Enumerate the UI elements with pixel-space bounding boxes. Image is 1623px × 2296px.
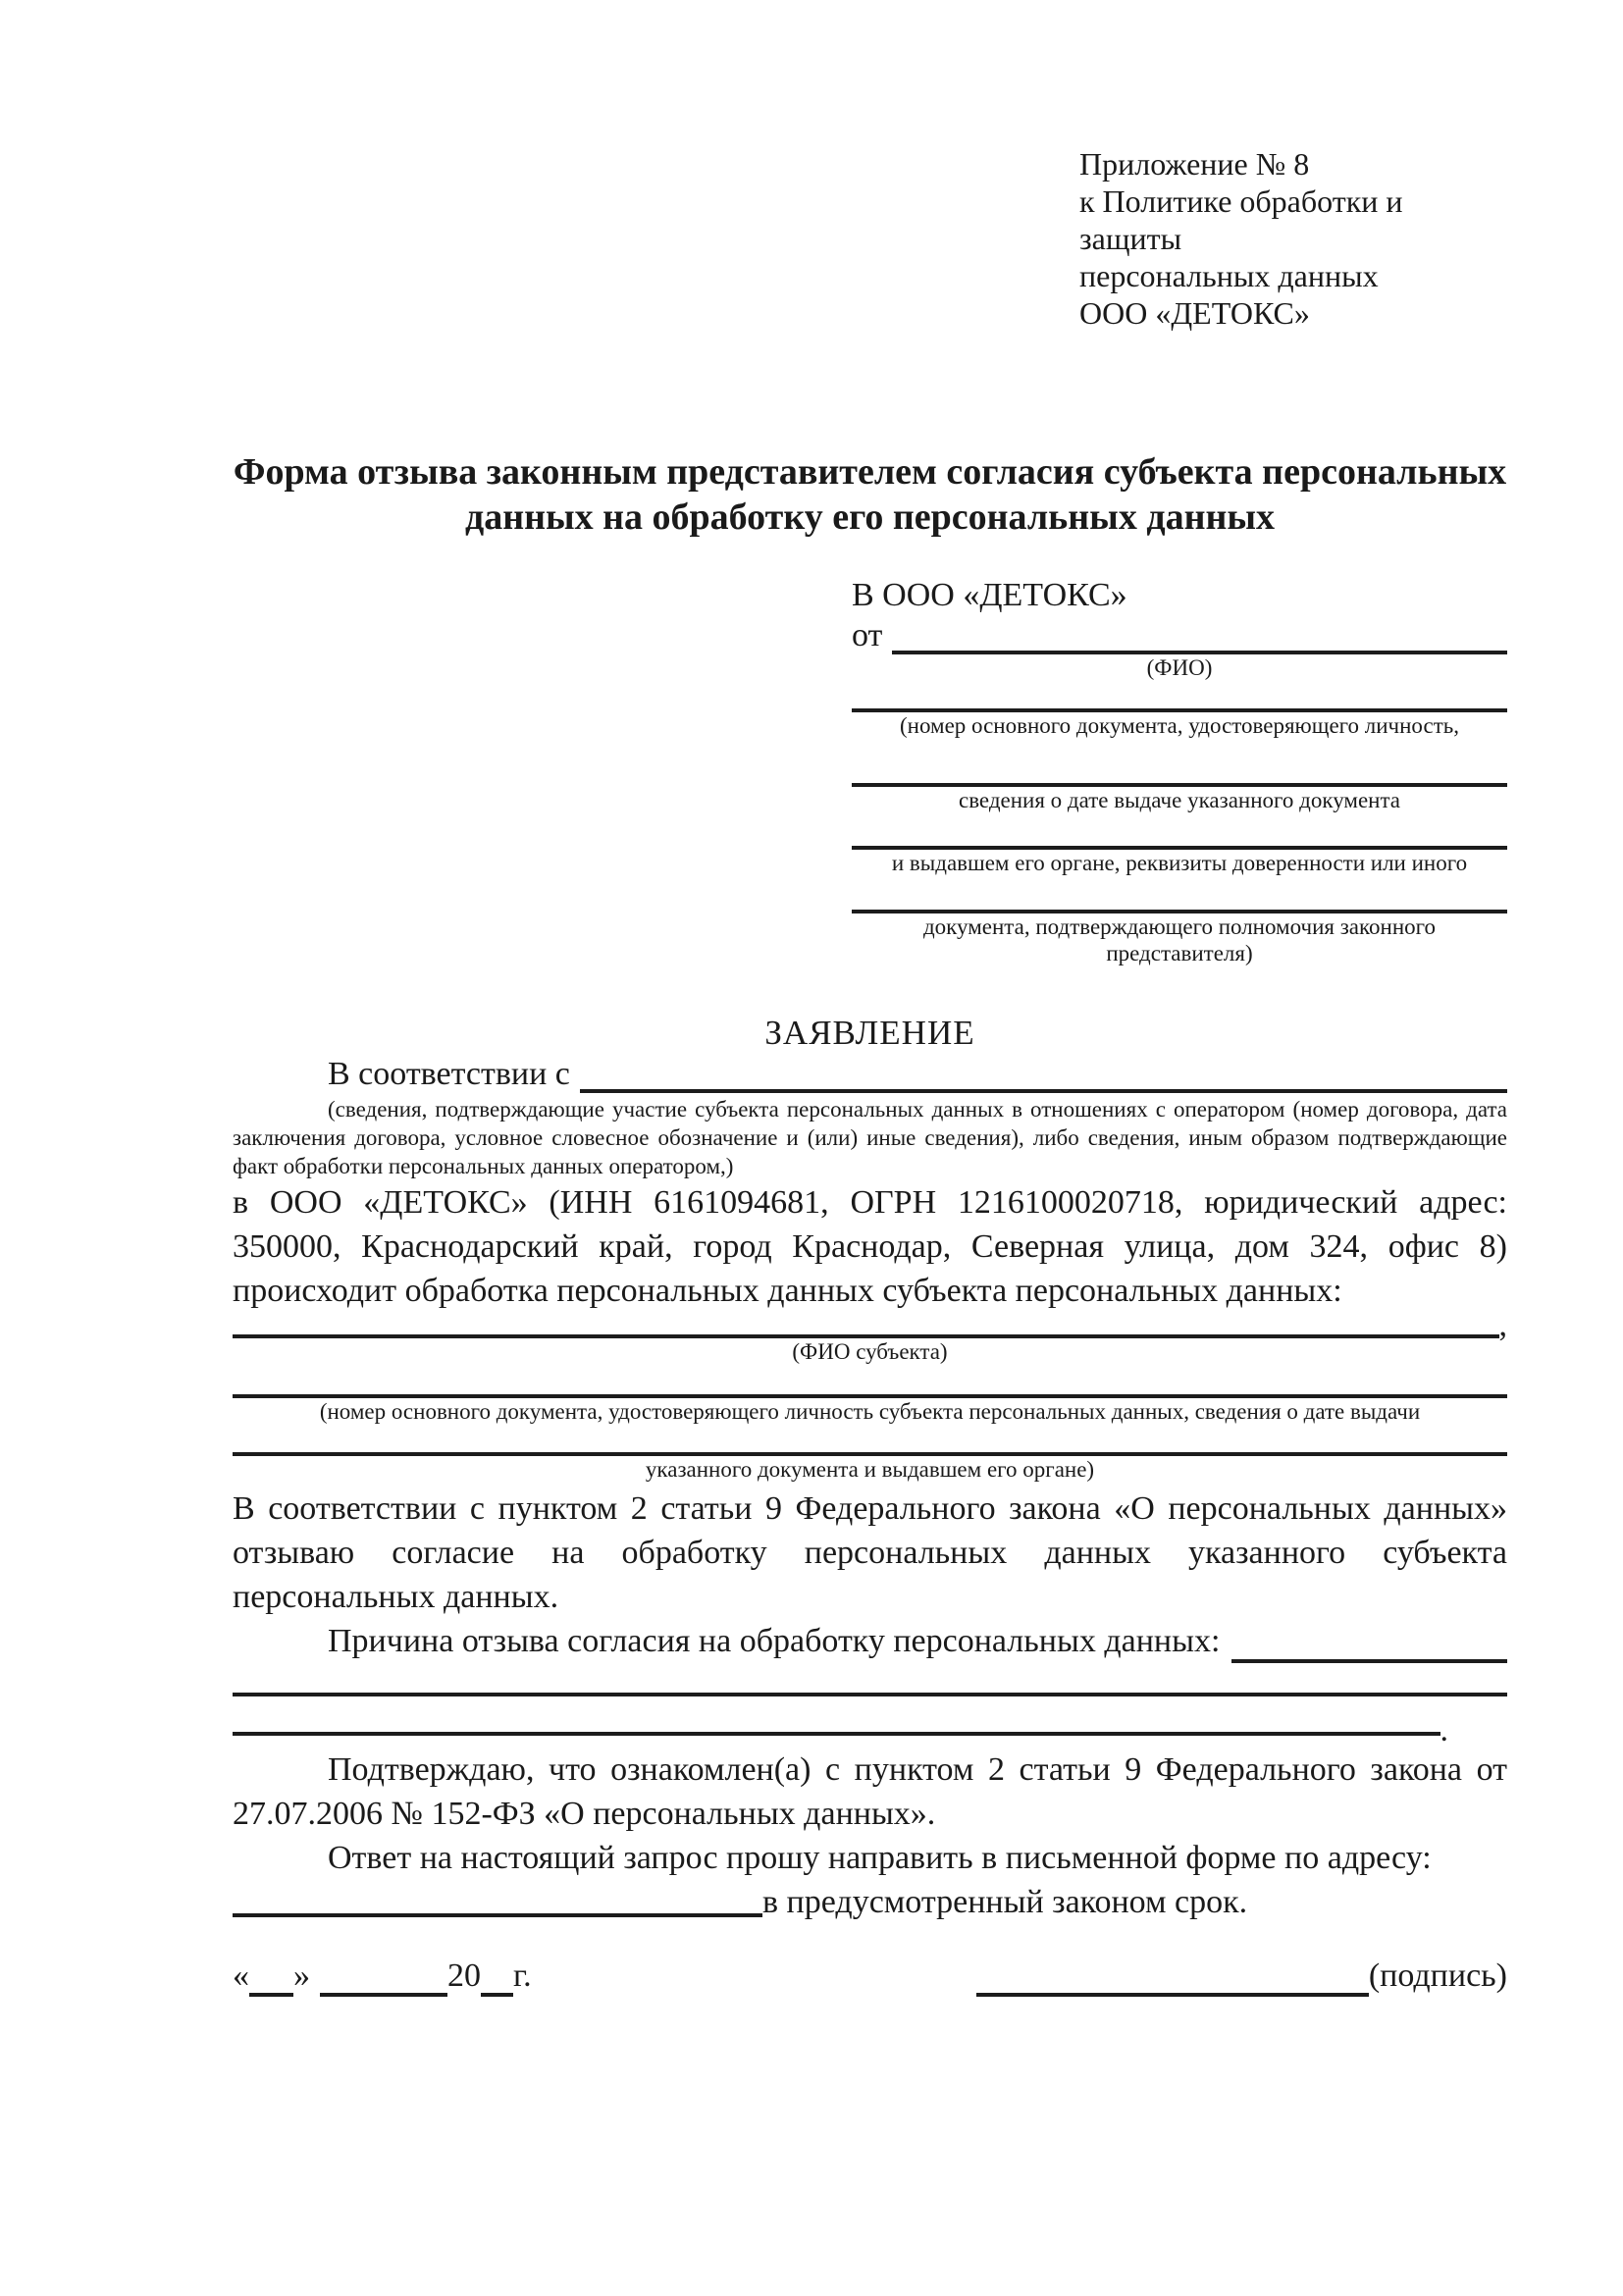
appendix-note — [1079, 145, 1507, 332]
confirmation-paragraph: Подтверждаю, что ознакомлен(а) с пунктом 2 статьи 9 Федерального закона от 27.07.2006 № 152-ФЗ «О персональных данных». — [233, 1751, 1507, 1832]
authority-fill-line[interactable] — [852, 876, 1507, 913]
withdrawal-paragraph: В соответствии с пунктом 2 статьи 9 Федерального закона «О персональных данных» отзываю согласие на обработку персональных данных указанного субъекта персональных данных. — [233, 1490, 1507, 1615]
statement-heading: ЗАЯВЛЕНИЕ — [764, 1014, 975, 1052]
date-year-fill-line[interactable] — [481, 1959, 513, 1997]
doc-number-fill-line[interactable] — [852, 681, 1507, 712]
doc-number-caption: (номер основного документа, удостоверяющего личность, — [899, 713, 1459, 738]
subject-doc-fill-line[interactable] — [233, 1365, 1507, 1398]
basis-fill-line[interactable] — [580, 1089, 1507, 1093]
reason-lead: Причина отзыва согласия на обработку персональных данных: — [328, 1623, 1221, 1659]
date-day-fill-line[interactable] — [249, 1959, 293, 1997]
response-address-row — [233, 1880, 1507, 1924]
subject-fio-row — [233, 1307, 1507, 1343]
fio-caption: (ФИО) — [1146, 655, 1213, 680]
subject-issuer-caption: указанного документа и выдавшем его органе) — [645, 1457, 1095, 1482]
from-row — [852, 617, 1507, 654]
subject-doc-caption: (номер основного документа, удостоверяющего личность субъекта персональных данных, сведения о дате выдачи — [319, 1399, 1421, 1424]
appendix-line: персональных данных — [1079, 258, 1379, 293]
response-tail: в предусмотренный законом срок. — [762, 1884, 1248, 1920]
trailing-comma: , — [1498, 1307, 1507, 1343]
date-year-suffix: г. — [513, 1957, 532, 1994]
subject-fio-caption: (ФИО субъекта) — [792, 1339, 948, 1364]
date-month-fill-line[interactable] — [320, 1959, 447, 1997]
basis-note: (сведения, подтверждающие участие субъекта персональных данных в отношениях с оператором (номер договора, дата заключения договора, условное словесное обозначение и (или) иные сведения), либо сведения, иным образом подтверждающие факт обработки персональных данных оператором,) — [233, 1097, 1507, 1178]
reason-fill-line-2[interactable] — [233, 1693, 1507, 1696]
operator-paragraph: в ООО «ДЕТОКС» (ИНН 6161094681, ОГРН 1216100020718, юридический адрес: 350000, Краснодарский край, город Краснодар, Северная улица, дом 324, офис 8) происходит обработка персональных данных субъекта персональных данных: — [233, 1184, 1507, 1309]
date-field — [233, 1956, 532, 1997]
date-signature-row — [233, 1956, 1507, 1997]
page-title: Форма отзыва законным представителем согласия субъекта персональных данных на обработку его персональных данных — [233, 451, 1507, 538]
addressee-block — [852, 573, 1507, 966]
reason-fill-line-3 — [233, 1712, 1448, 1748]
appendix-line: Приложение № 8 — [1079, 146, 1310, 182]
signature-fill-line[interactable] — [976, 1959, 1369, 1997]
address-fill-line[interactable] — [233, 1880, 762, 1917]
basis-row — [233, 1055, 1507, 1093]
issuer-fill-line[interactable] — [852, 813, 1507, 850]
reason-fill-line[interactable] — [1231, 1659, 1507, 1663]
issuer-caption: и выдавшем его органе, реквизиты доверенности или иного — [891, 851, 1468, 875]
appendix-line: ООО «ДЕТОКС» — [1079, 295, 1310, 331]
issue-date-caption: сведения о дате выдаче указанного документа — [958, 788, 1401, 812]
authority-caption: документа, подтверждающего полномочия законного представителя) — [922, 914, 1436, 965]
response-paragraph: Ответ на настоящий запрос прошу направить в письменной форме по адресу: — [328, 1840, 1432, 1876]
signature-field — [976, 1956, 1507, 1997]
basis-lead: В соответствии с — [328, 1056, 570, 1092]
subject-issuer-fill-line[interactable] — [233, 1425, 1507, 1456]
date-close-quote: » — [293, 1957, 310, 1994]
appendix-line: к Политике обработки и защиты — [1079, 183, 1403, 256]
date-open-quote: « — [233, 1957, 249, 1994]
from-label: от — [852, 617, 883, 653]
issue-date-fill-line[interactable] — [852, 739, 1507, 787]
signature-caption: (подпись) — [1368, 1957, 1507, 1994]
date-year-prefix: 20 — [447, 1957, 481, 1994]
reason-row — [233, 1619, 1507, 1663]
addressee-to: В ООО «ДЕТОКС» — [852, 577, 1127, 613]
trailing-period: . — [1440, 1712, 1448, 1748]
reason-fill-line-3-rule[interactable] — [233, 1732, 1440, 1736]
